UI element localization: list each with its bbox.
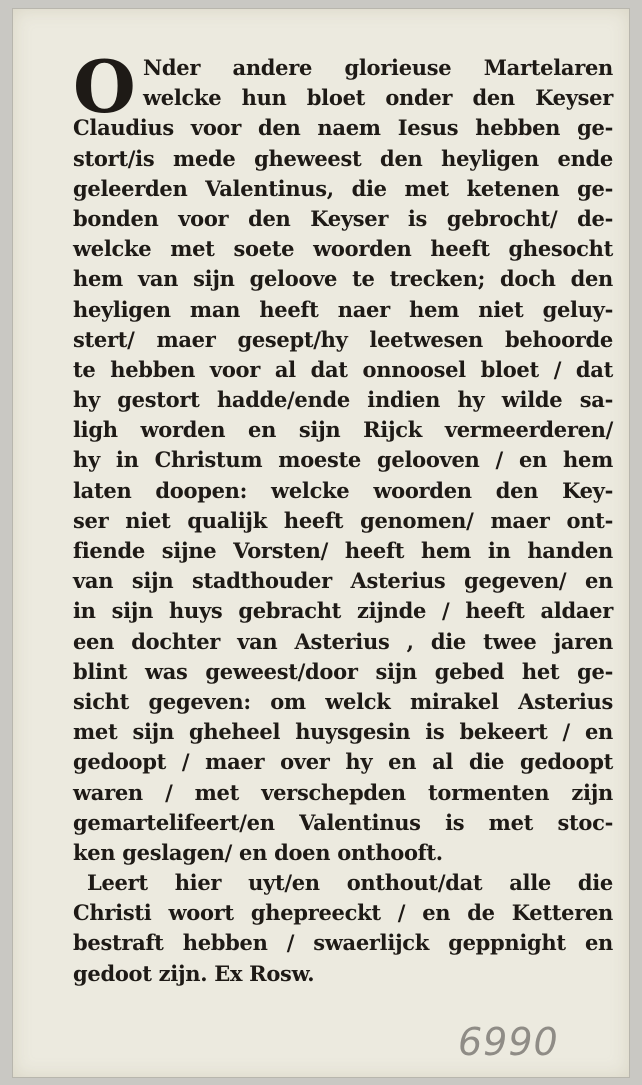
text-line: geleerden Valentinus, die met ketenen ge- <box>73 175 613 201</box>
text-line: ligh worden en sijn Rijck vermeerderen/ <box>73 417 613 443</box>
text-line: hem van sijn geloove te trecken; doch den <box>73 266 613 292</box>
text-line: een dochter van Asterius , die twee jaren <box>73 628 613 654</box>
text-line: bonden voor den Keyser is gebrocht/ de- <box>73 205 613 231</box>
text-line: ken geslagen/ en doen onthooft. <box>73 839 443 865</box>
text-line: Leert hier uyt/en onthout/dat alle die <box>87 870 613 896</box>
drop-cap: O <box>73 44 136 129</box>
text-line: gedoot zijn. Ex Rosw. <box>73 960 315 986</box>
text-line: bestraft hebben / swaerlijck geppnight en <box>73 930 613 956</box>
text-line: Claudius voor den naem Iesus hebben ge- <box>73 115 613 141</box>
text-line: Nder andere glorieuse Martelaren <box>143 55 613 80</box>
text-line: welcke hun bloet onder den Keyser <box>143 85 613 111</box>
text-line: ser niet qualijk heeft genomen/ maer ont- <box>73 507 613 533</box>
text-line: van sijn stadthouder Asterius gegeven/ en <box>73 568 613 594</box>
text-line: gedoopt / maer over hy en al die gedoopt <box>73 749 613 775</box>
paper-sheet <box>12 8 630 1078</box>
text-line: fiende sijne Vorsten/ heeft hem in handen <box>73 538 613 563</box>
text-line: blint was geweest/door sijn gebed het ge- <box>73 658 613 684</box>
text-line: in sijn huys gebracht zijnde / heeft aldaer <box>73 598 613 624</box>
text-line: welcke met soete woorden heeft ghesocht <box>73 236 613 262</box>
text-line: stort/is mede gheweest den heyligen ende <box>73 145 613 171</box>
text-line: te hebben voor al dat onnoosel bloet / dat <box>73 356 613 382</box>
text-line: sicht gegeven: om welck mirakel Asterius <box>73 688 613 714</box>
text-line: stert/ maer gesept/hy leetwesen behoorde <box>73 326 613 352</box>
text-line: hy gestort hadde/ende indien hy wilde sa- <box>73 387 613 413</box>
text-line: met sijn gheheel huysgesin is bekeert / en <box>73 719 613 745</box>
text-block <box>73 44 613 989</box>
text-line: Christi woort ghepreeckt / en de Ketteren <box>73 900 613 926</box>
handwritten-number: 6990 <box>458 1020 559 1064</box>
text-line: gemartelifeert/en Valentinus is met stoc- <box>73 809 613 835</box>
text-line: waren / met verschepden tormenten zijn <box>73 779 613 805</box>
text-line: hy in Christum moeste gelooven / en hem <box>73 447 613 473</box>
text-line: heyligen man heeft naer hem niet geluy- <box>73 296 613 322</box>
text-line: laten doopen: welcke woorden den Key- <box>73 477 613 503</box>
